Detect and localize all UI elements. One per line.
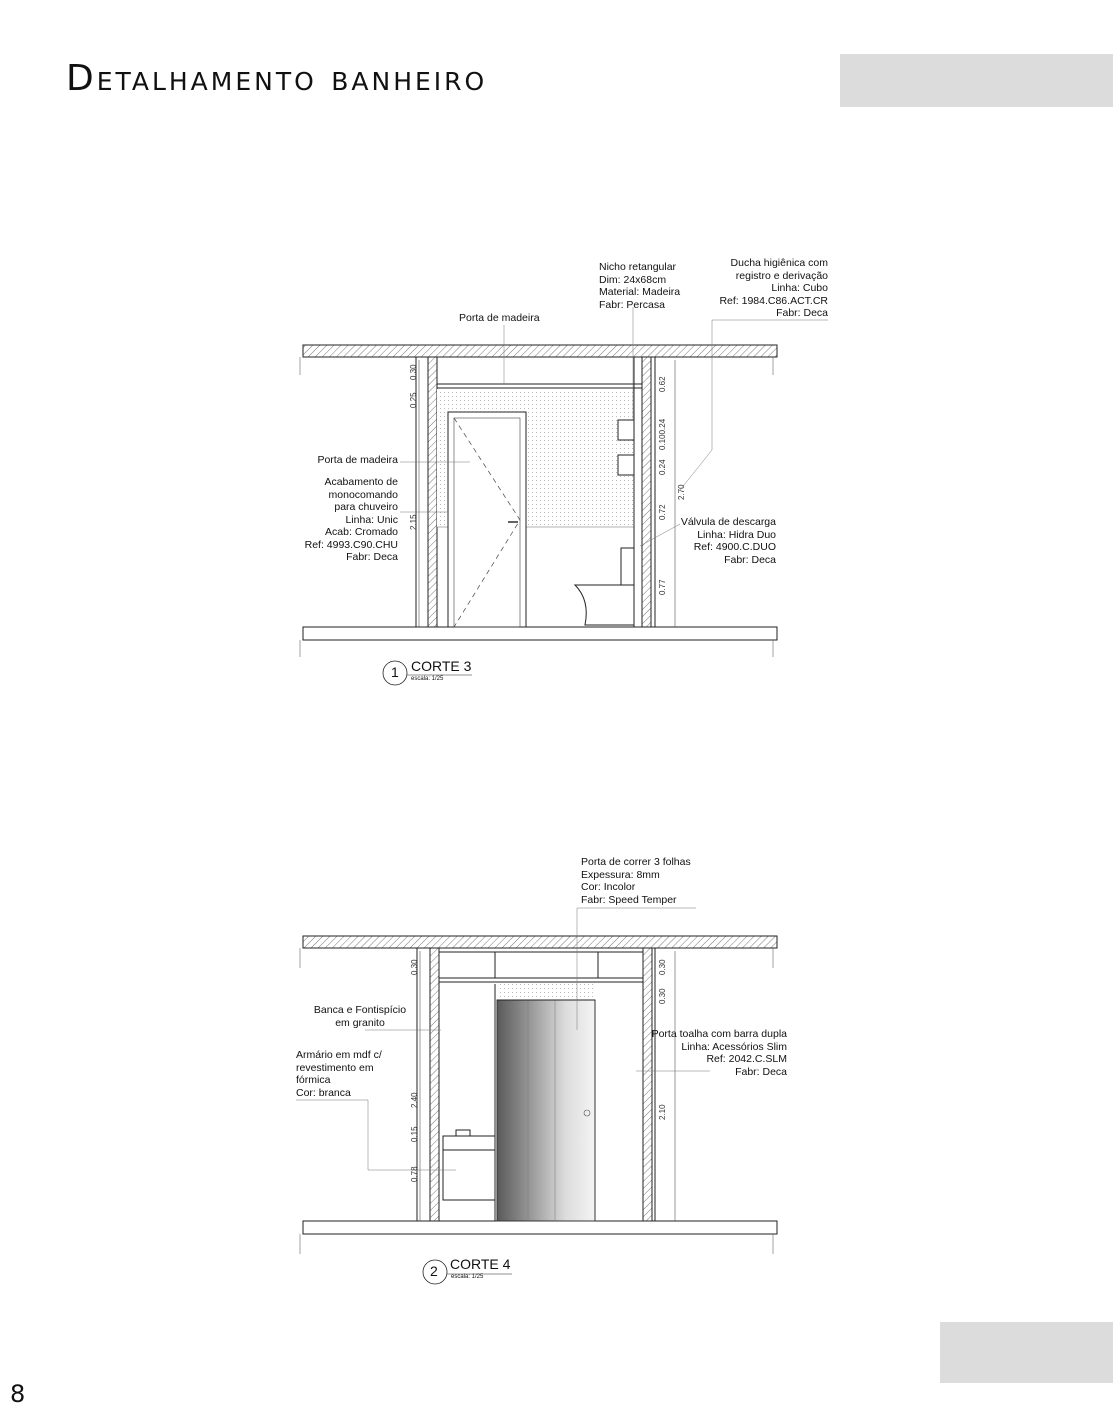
dim-left-030: 0.30 — [409, 364, 418, 380]
dim-right-072: 0.72 — [658, 504, 667, 520]
caption-2-scale: escala: 1/25 — [451, 1274, 484, 1280]
label-monocomando: Acabamento de monocomando para chuveiro Linha: Unic Acab: Cromado Ref: 4993.C90.CHU Fabr: Deca — [304, 476, 398, 563]
caption-1-title: CORTE 3 — [411, 658, 472, 674]
label-valvula-descarga: Válvula de descarga Linha: Hidra Duo Ref: 4900.C.DUO Fabr: Deca — [680, 516, 776, 566]
dim-right-010024: 0.100.24 — [658, 418, 667, 450]
dim2-right-030b: 0.30 — [658, 988, 667, 1004]
label-porta-madeira-top: Porta de madeira — [459, 312, 540, 324]
label-porta-toalha: Porta toalha com barra dupla Linha: Acessórios Slim Ref: 2042.C.SLM Fabr: Deca — [651, 1028, 787, 1078]
caption-1-number: 1 — [391, 664, 399, 680]
label-porta-correr: Porta de correr 3 folhas Expessura: 8mm Cor: Incolor Fabr: Speed Temper — [581, 856, 691, 906]
caption-2-title: CORTE 4 — [450, 1256, 511, 1272]
dim-left-215: 2.15 — [409, 514, 418, 530]
dim-left-025: 0.25 — [409, 392, 418, 408]
label-porta-madeira-left: Porta de madeira — [317, 454, 398, 466]
dim2-left-015: 0.15 — [410, 1126, 419, 1142]
page-title: Detalhamento banheiro — [66, 58, 488, 99]
dim-right-270: 2.70 — [677, 484, 686, 500]
label-armario-mdf: Armário em mdf c/ revestimento em fórmica Cor: branca — [296, 1049, 382, 1099]
label-ducha-higienica: Ducha higiênica com registro e derivação Linha: Cubo Ref: 1984.C86.ACT.CR Fabr: Deca — [719, 257, 828, 319]
dim-right-024a: 0.24 — [658, 459, 667, 475]
dim2-left-240: 2.40 — [410, 1092, 419, 1108]
dim-right-077: 0.77 — [658, 579, 667, 595]
caption-2-number: 2 — [430, 1263, 438, 1279]
dim2-right-210: 2.10 — [658, 1104, 667, 1120]
dim2-left-078: 0.78 — [410, 1166, 419, 1182]
page-number: 8 — [10, 1380, 26, 1408]
dim2-right-030a: 0.30 — [658, 959, 667, 975]
label-nicho-retangular: Nicho retangular Dim: 24x68cm Material: Madeira Fabr: Percasa — [599, 261, 681, 311]
dim-right-062: 0.62 — [658, 376, 667, 392]
dim2-left-030: 0.30 — [410, 959, 419, 975]
caption-1-scale: escala: 1/25 — [411, 676, 444, 682]
label-banca-fontispicio: Banca e Fontispício em granito — [313, 1004, 407, 1029]
